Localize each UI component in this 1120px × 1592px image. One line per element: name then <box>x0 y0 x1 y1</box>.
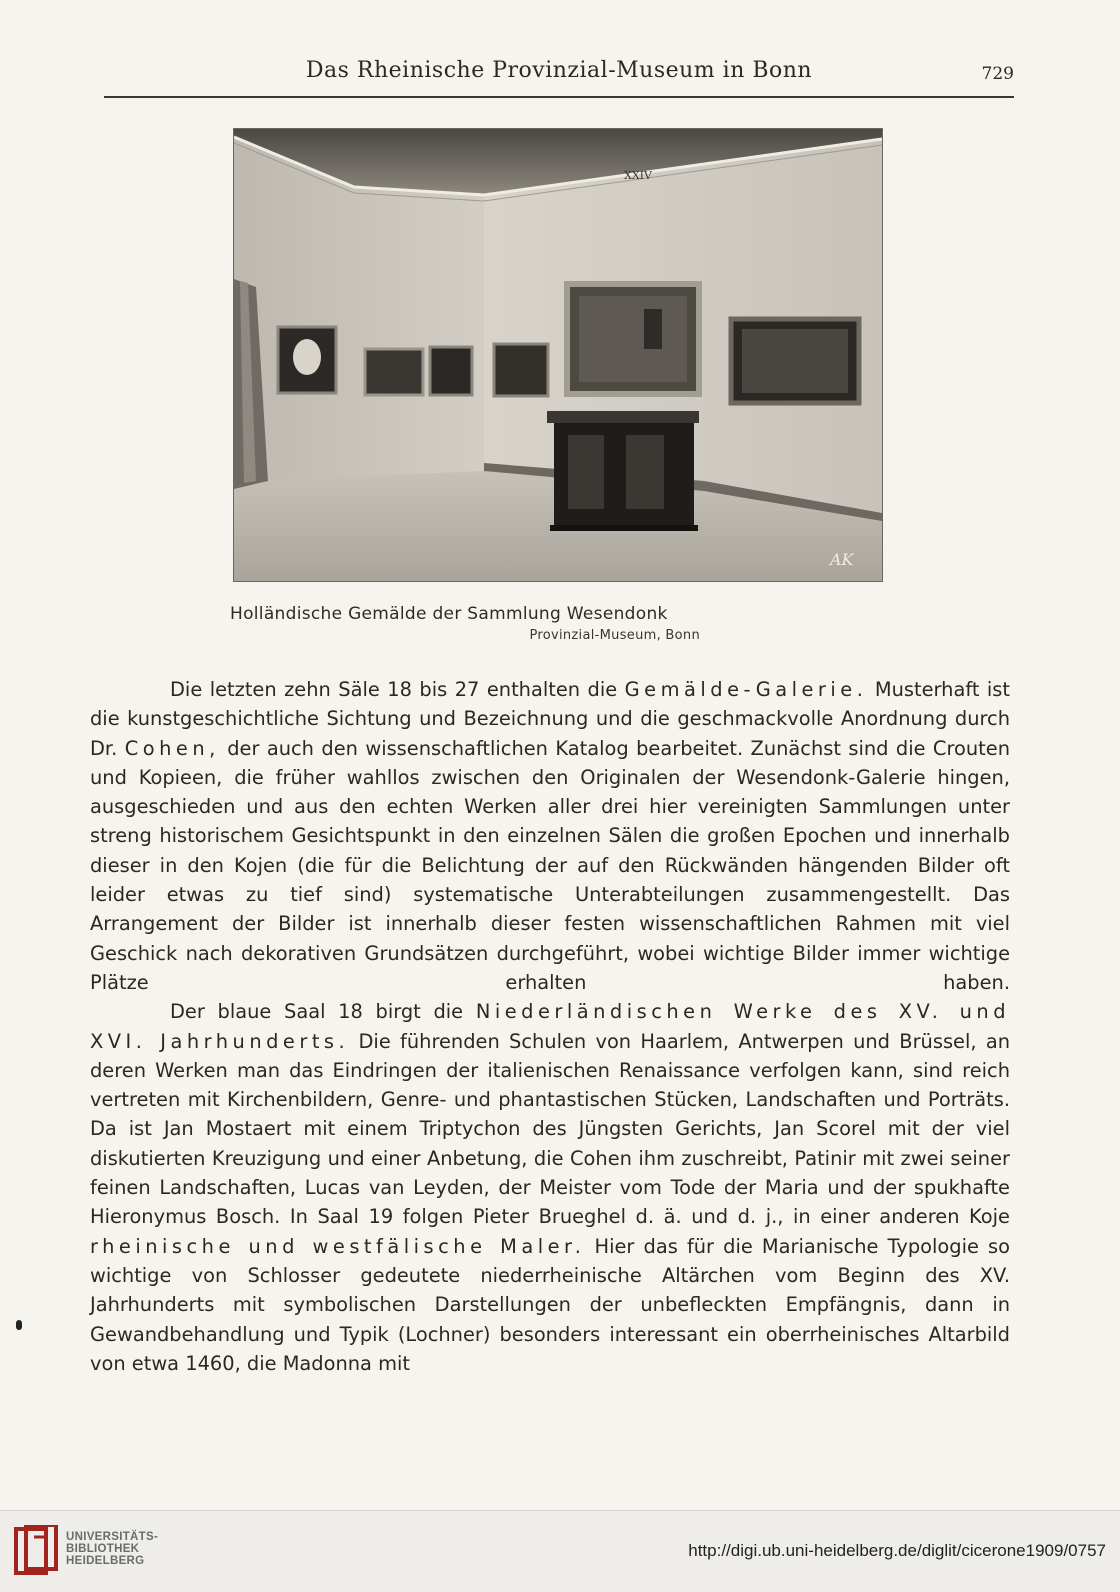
page-number: 729 <box>981 64 1014 84</box>
library-name-line-1: UNIVERSITÄTS- <box>66 1531 159 1543</box>
gallery-room-image <box>234 129 882 581</box>
paragraph-1-part-a: Die letzten zehn Säle 18 bis 27 enthalten die <box>170 678 618 701</box>
paragraph-2 <box>90 997 1010 1378</box>
running-head-title: Das Rheinische Provinzial-Museum in Bonn <box>305 58 813 83</box>
permalink-url[interactable]: http://digi.ub.uni-heidelberg.de/diglit/cicerone1909/0757 <box>688 1541 1106 1560</box>
paragraph-2-part-a: Der blaue Saal 18 birgt die <box>170 1000 464 1024</box>
photographer-monogram: AK <box>830 550 854 569</box>
library-name <box>66 1531 158 1567</box>
room-number: XXIV <box>624 169 652 182</box>
rheinische-maler-spaced: rheinische und westfälische Maler. <box>90 1234 586 1258</box>
paragraph-1-part-c: Musterhaft ist die kunstgeschichtliche Sichtung und Bezeichnung und die geschmackvolle Anordnung durch Dr. <box>90 678 1010 760</box>
article-body <box>90 675 1010 1378</box>
margin-mark <box>16 1320 22 1330</box>
running-head <box>104 54 1014 98</box>
cohen-spaced: Cohen, <box>124 736 220 760</box>
paragraph-1 <box>90 675 1010 997</box>
figure-caption <box>230 604 700 643</box>
caption-credit: Provinzial-Museum, Bonn <box>529 628 700 643</box>
caption-title: Holländische Gemälde der Sammlung Wesendonk <box>230 604 668 624</box>
paragraph-2-part-e: Hier das für die Marianische Typologie so wichtige von Schlosser gedeutete niederrheinische Altärchen vom Beginn des XV. Jahrhunderts mit symbolischen Darstellungen der unbefleckten Empfängnis, dann in Gewandbehandlung und Typik (Lochner) besonders interessant ein oberrheinisches Altarbild von etwa 1460, die Madonna mit <box>90 1234 1010 1375</box>
paragraph-1-part-e: der auch den wissenschaftlichen Katalog bearbeitet. Zunächst sind die Crouten und Kopieen, die früher wahllos zwischen den Originalen der Wesendonk-Galerie hingen, ausgeschieden und aus den echten Werken aller drei hier vereinigten Sammlungen unter streng historischem Gesichtspunkt in den einzelnen Sälen die großen Epochen und innerhalb dieser in den Kojen (die für die Belichtung der auf den Rückwänden hängenden Bilder oft leider etwas zu tief sind) systematische Unterabteilungen zusammengestellt. Das Arrangement der Bilder ist innerhalb dieser festen wissenschaftlichen Rahmen mit viel Geschick nach dekorativen Grundsätzen durchgeführt, wobei wichtige Bilder immer wichtige Plätze erhalten haben. <box>90 736 1010 994</box>
university-library-logo-icon <box>14 1525 58 1577</box>
library-name-line-2: BIBLIOTHEK <box>66 1543 140 1555</box>
library-footer <box>0 1510 1120 1592</box>
niederlaendische-werke-spaced: Niederländischen Werke des XV. und XVI. Jahrhunderts. <box>90 1000 1010 1053</box>
gallery-photograph <box>233 128 883 582</box>
gemaelde-galerie-spaced: Gemälde-Galerie. <box>624 678 868 701</box>
library-name-line-3: HEIDELBERG <box>66 1555 145 1567</box>
paragraph-2-part-c: Die führenden Schulen von Haarlem, Antwerpen und Brüssel, an deren Werken man das Eindringen der italienischen Renaissance verfolgen kann, sind reich vertreten mit Kirchenbildern, Genre- und phantastischen Stücken, Landschaften und Porträts. Da ist Jan Mostaert mit einem Triptychon des Jüngsten Gerichts, Jan Scorel mit der viel diskutierten Kreuzigung und einer Anbetung, die Cohen ihm zuschreibt, Patinir mit zwei seiner feinen Landschaften, Lucas van Leyden, der Meister vom Tode der Maria und der spukhafte Hieronymus Bosch. In Saal 19 folgen Pieter Brueghel d. ä. und d. j., in einer anderen Koje <box>90 1029 1010 1229</box>
